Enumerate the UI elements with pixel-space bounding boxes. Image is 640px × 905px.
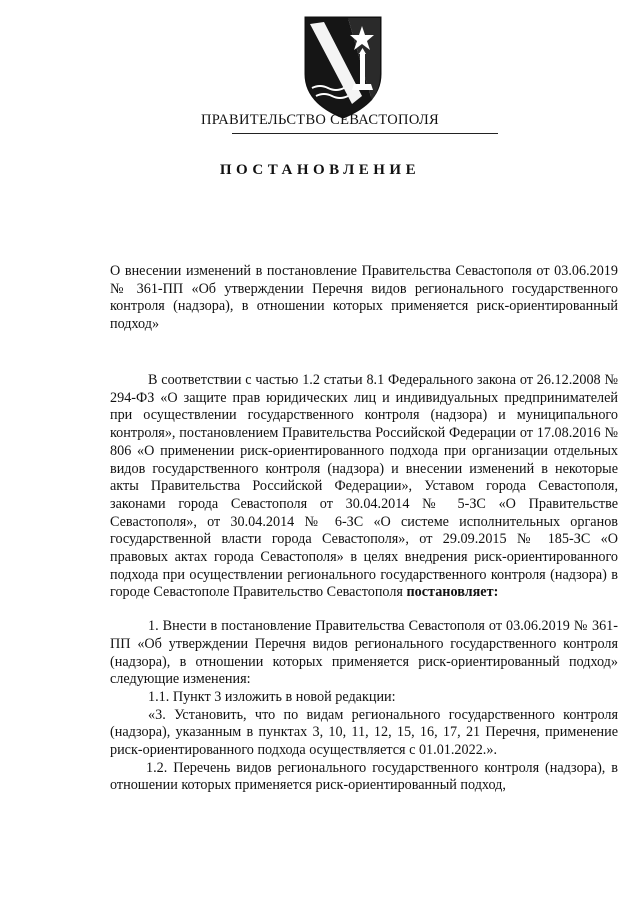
header-underline: [232, 133, 498, 134]
preamble-text: В соответствии с частью 1.2 статьи 8.1 Федерального закона от 26.12.2008 № 294-ФЗ «О защите прав юридических лиц и индивидуальных предпринимателей при осуществлении государственного контроля (надзора) и муниципального контроля», постановлением Правительства Российской Федерации от 17.08.2016 № 806 «О применении риск-ориентированного подхода при организации отдельных видов государственного контроля (надзора) и внесении изменений в некоторые акты Правительства Российской Федерации», Уставом города Севастополя, законами города Севастополя от 30.04.2014 № 5-ЗС «О Правительстве Севастополя», от 30.04.2014 № 6-ЗС «О системе исполнительных органов государственной власти города Севастополя», от 29.09.2015 № 185-ЗС «О правовых актах города Севастополя» в целях внедрения риск-ориентированного подхода при осуществлении регионального государственного контроля (надзора) в городе Севастополе Правительство Севастополя: [110, 372, 618, 601]
document-body: [110, 372, 618, 795]
item-1-paragraph: 1. Внести в постановление Правительства Севастополя от 03.06.2019 № 361-ПП «Об утверждении Перечня видов регионального государственного контроля (надзора), в отношении которых применяется риск-ориентированный подход» следующие изменения:: [110, 618, 618, 688]
document-type: ПОСТАНОВЛЕНИЕ: [219, 162, 421, 178]
preamble-paragraph: [110, 372, 618, 602]
government-name: ПРАВИТЕЛЬСТВО СЕВАСТОПОЛЯ: [201, 112, 439, 128]
document-title: О внесении изменений в постановление Правительства Севастополя от 03.06.2019 № 361-ПП «Об утверждении Перечня видов регионального государственного контроля (надзора), в отношении которых применяется риск-ориентированный подход»: [110, 263, 618, 333]
coat-of-arms-icon: [302, 14, 384, 120]
item-1-2-paragraph: 1.2. Перечень видов регионального государственного контроля (надзора), в отношении которых применяется риск-ориентированный подход,: [110, 759, 618, 794]
item-1-1-text-paragraph: «3. Установить, что по видам регионального государственного контроля (надзора), указанным в пунктах 3, 10, 11, 12, 15, 16, 17, 21 Перечня, применение риск-ориентированного подхода осуществляется с 01.01.2022.».: [110, 706, 618, 759]
resolves-word: постановляет:: [406, 584, 499, 601]
item-1-1-paragraph: 1.1. Пункт 3 изложить в новой редакции:: [148, 688, 396, 705]
